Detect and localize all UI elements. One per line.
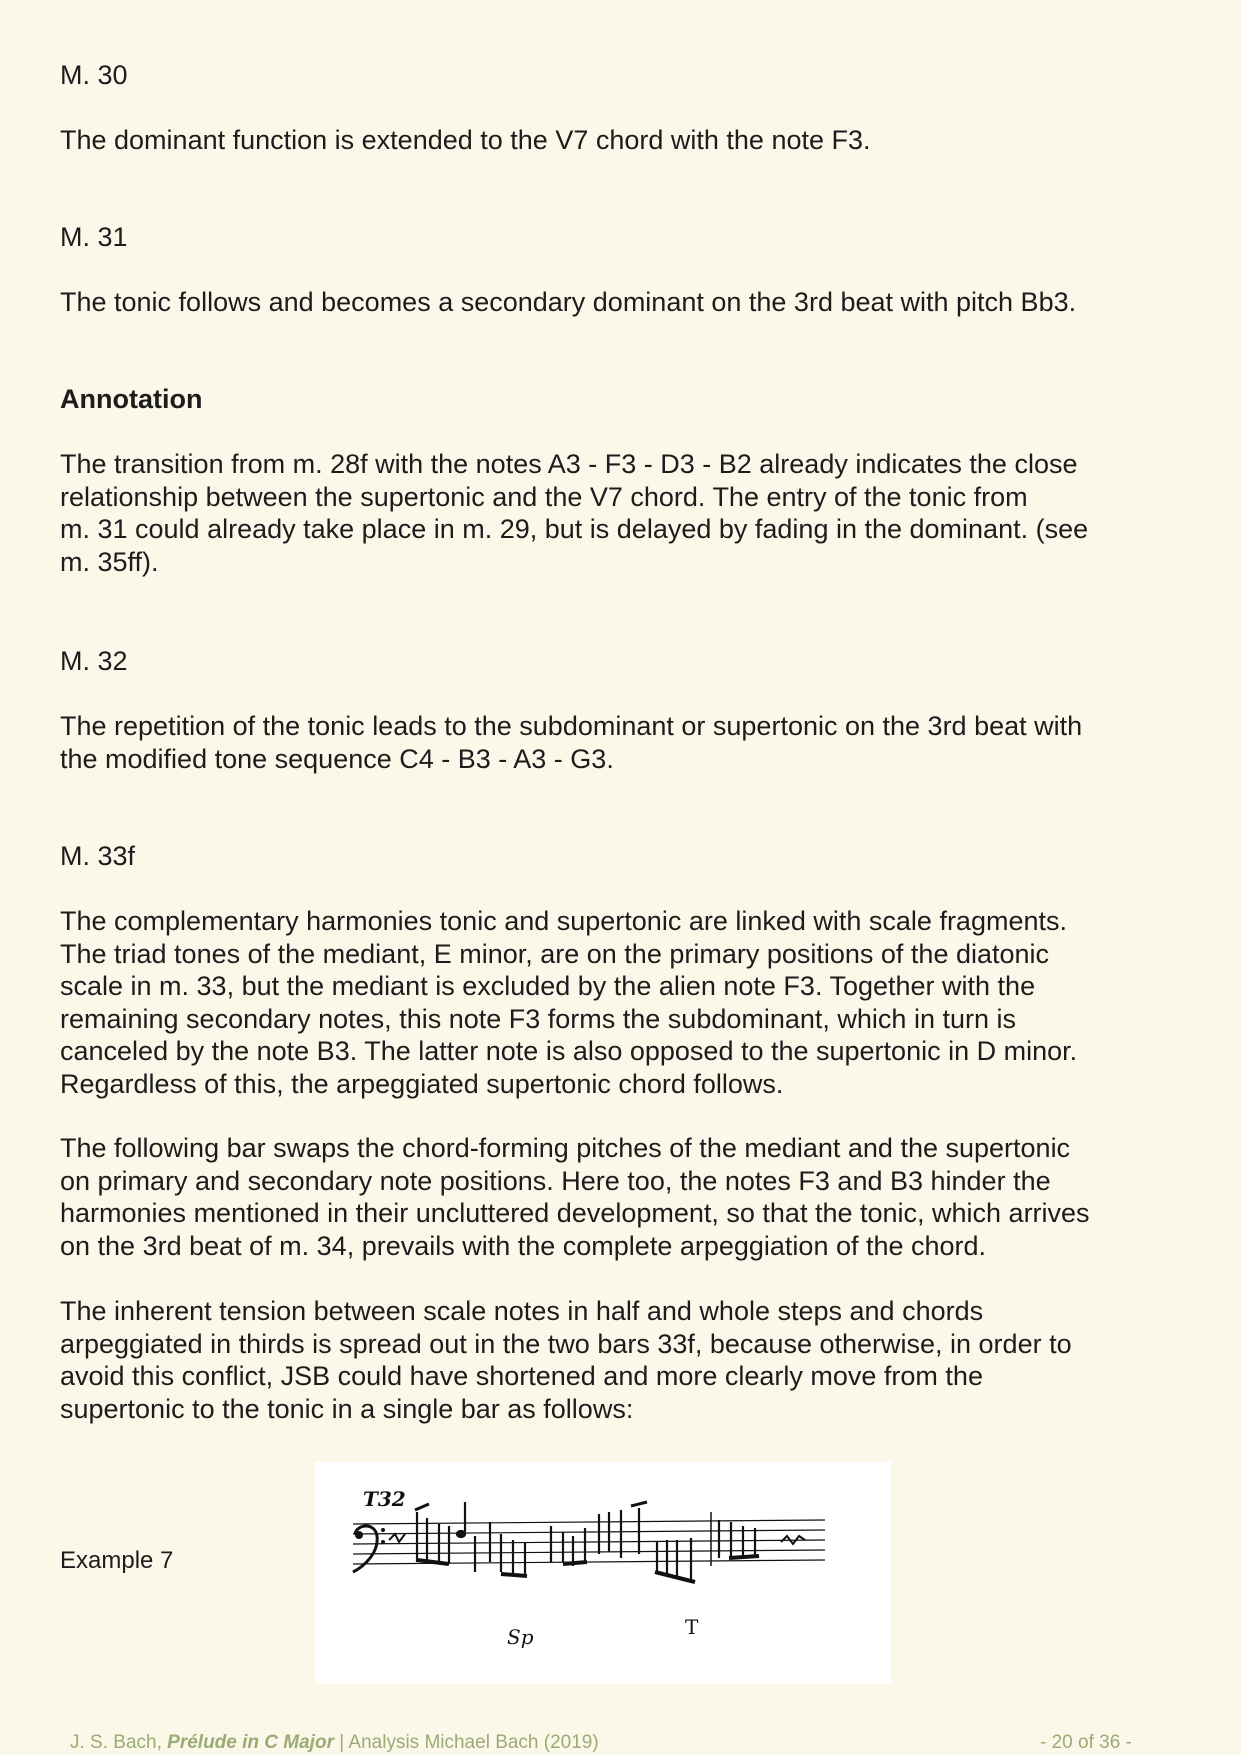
text-line: on primary and secondary note positions. Here too, the notes F3 and B3 hinder the [60, 1165, 1051, 1196]
text-line: The following bar swaps the chord-forming pitches of the mediant and the supertonic [60, 1133, 1071, 1163]
text-line: the modified tone sequence C4 - B3 - A3 - G3. [60, 743, 614, 774]
text-line: avoid this conflict, JSB could have shortened and more clearly move from the [60, 1361, 983, 1391]
rest-icon [389, 1534, 405, 1542]
bass-clef-icon [353, 1526, 385, 1572]
footer-work-title: Prélude in C Major [167, 1732, 334, 1753]
paragraph-annotation [60, 448, 1180, 578]
score-drawing [315, 1462, 891, 1684]
text-line: on the 3rd beat of m. 34, prevails with the complete arpeggiation of the chord. [60, 1230, 987, 1261]
handwritten-score-image [315, 1462, 891, 1684]
text-line: remaining secondary notes, this note F3 forms the subdominant, which in turn is [60, 1003, 1016, 1034]
footer-analysis: | Analysis Michael Bach (2019) [333, 1732, 599, 1753]
heading-m32: M. 32 [60, 646, 128, 676]
harmony-mark-sp: Sp [507, 1625, 534, 1649]
paragraph-m32 [60, 710, 1180, 775]
text-line: The inherent tension between scale notes in half and whole steps and chords [60, 1296, 984, 1326]
example-label: Example 7 [60, 1547, 174, 1574]
paragraph-m33f-3 [60, 1295, 1180, 1425]
paragraph-m33f-2 [60, 1132, 1180, 1262]
heading-m33f: M. 33f [60, 841, 136, 871]
paragraph-m31 [60, 286, 1180, 319]
text-line: harmonies mentioned in their uncluttered development, so that the tonic, which arrives [60, 1198, 1090, 1228]
footer-citation [70, 1731, 599, 1755]
harmony-mark-t: T [685, 1615, 699, 1639]
text-line: scale in m. 33, but the mediant is excluded by the alien note F3. Together with the [60, 971, 1036, 1001]
text-line: The transition from m. 28f with the notes A3 - F3 - D3 - B2 already indicates the close [60, 449, 1078, 479]
text-line: arpeggiated in thirds is spread out in the two bars 33f, because otherwise, in order to [60, 1328, 1072, 1359]
text-line: The complementary harmonies tonic and supertonic are linked with scale fragments. [60, 906, 1067, 936]
text-line: The dominant function is extended to the V7 chord with the note F3. [60, 125, 871, 155]
footer-page-number: - 20 of 36 - [1040, 1732, 1132, 1753]
heading-annotation: Annotation [60, 384, 203, 414]
paragraph-m30 [60, 124, 1180, 157]
text-line: The tonic follows and becomes a secondary dominant on the 3rd beat with pitch Bb3. [60, 287, 1077, 317]
text-line: The repetition of the tonic leads to the subdominant or supertonic on the 3rd beat with [60, 711, 1083, 741]
text-line: m. 35ff). [60, 546, 159, 577]
heading-m30: M. 30 [60, 60, 128, 90]
text-line: The triad tones of the mediant, E minor, are on the primary positions of the diatonic [60, 938, 1050, 969]
paragraph-m33f-1 [60, 905, 1180, 1100]
score-measure-mark: T32 [363, 1487, 406, 1511]
text-line: supertonic to the tonic in a single bar as follows: [60, 1393, 634, 1424]
text-line: Regardless of this, the arpeggiated supertonic chord follows. [60, 1068, 784, 1099]
heading-m31: M. 31 [60, 222, 128, 252]
text-line: canceled by the note B3. The latter note is also opposed to the supertonic in D minor. [60, 1036, 1078, 1066]
text-line: m. 31 could already take place in m. 29, but is delayed by fading in the dominant. (see [60, 514, 1089, 544]
text-line: relationship between the supertonic and the V7 chord. The entry of the tonic from [60, 481, 1028, 512]
footer-author: J. S. Bach, [70, 1732, 168, 1753]
